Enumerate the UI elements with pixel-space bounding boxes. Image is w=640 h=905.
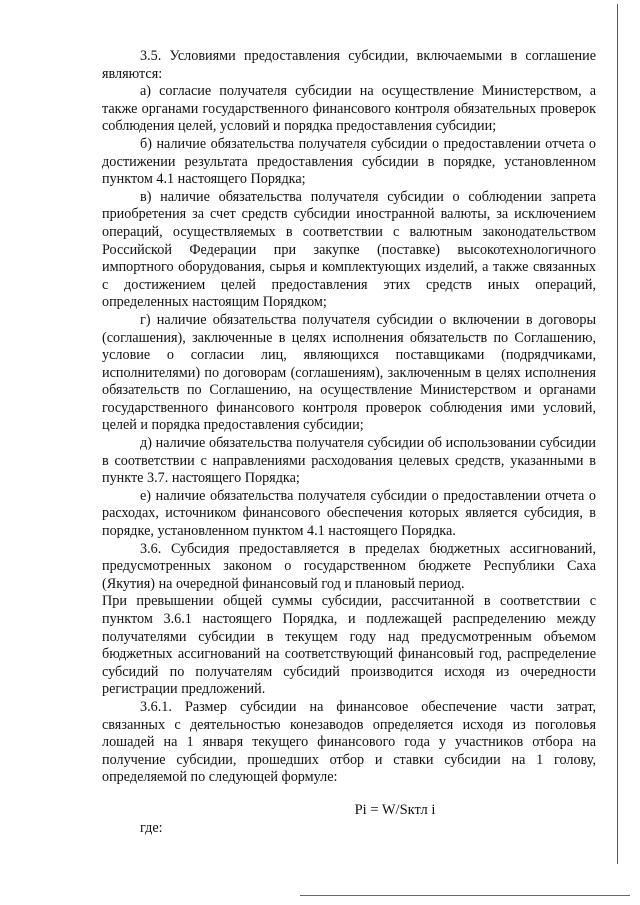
paragraph-item-b: б) наличие обязательства получателя субсидии о предоставлении отчета о достижении результата предоставления субсидии в порядке, установленном пунктом 4.1 настоящего Порядка; — [102, 135, 596, 188]
paragraph-3-5: 3.5. Условиями предоставления субсидии, включаемыми в соглашение являются: — [102, 48, 596, 82]
formula-where-label: где: — [140, 820, 163, 836]
paragraph-item-v: в) наличие обязательства получателя субсидии о соблюдении запрета приобретения за счет средств субсидии иностранной валюты, за исключением операций, осуществляемых в соответствии с валютным законодательством Российской Федерации при закупке (поставке) высокотехнологичного импортного оборудования, сырья и комплектующих изделий, а также связанных с достижением целей предоставления этих средств иных операций, определенных настоящим Порядком; — [102, 188, 596, 311]
paragraph-item-a: а) согласие получателя субсидии на осуществление Министерством, а также органами государственного финансового контроля обязательных проверок соблюдения целей, условий и порядка предоставления субсидии; — [102, 83, 596, 135]
document-body — [102, 48, 596, 787]
subsidy-formula: Pi = W/Sктл i — [354, 802, 436, 818]
paragraph-excess-distribution: При превышении общей суммы субсидии, рассчитанной в соответствии с пунктом 3.6.1 настоящего Порядка, и подлежащей распределению между получателями субсидии в текущем году над предусмотренным объемом бюджетных ассигнований на соответствующий финансовый год, распределение субсидий по получателям субсидий производится исходя из очередности регистрации предложений. — [102, 593, 596, 698]
paragraph-3-6-1: 3.6.1. Размер субсидии на финансовое обеспечение части затрат, связанных с деятельностью конезаводов определяется исходя из поголовья лошадей на 1 января текущего финансового года у участников отбора на получение субсидии, прошедших отбор и ставки субсидии на 1 голову, определяемой по следующей формуле: — [102, 698, 596, 786]
paragraph-item-d: д) наличие обязательства получателя субсидии об использовании субсидии в соответствии с направлениями расходования целевых средств, указанными в пункте 3.7. настоящего Порядка; — [102, 435, 596, 487]
scan-bottom-edge — [300, 895, 630, 896]
paragraph-3-6: 3.6. Субсидия предоставляется в пределах бюджетных ассигнований, предусмотренных законом о государственном бюджете Республики Саха (Якутия) на очередной финансовый год и плановый период. — [102, 540, 596, 592]
paragraph-item-e: е) наличие обязательства получателя субсидии о предоставлении отчета о расходах, источником финансового обеспечения которых является субсидия, в порядке, установленном пунктом 4.1 настоящего Порядка. — [102, 487, 596, 540]
scan-border-line — [617, 4, 618, 864]
paragraph-item-g: г) наличие обязательства получателя субсидии о включении в договоры (соглашения), заключенные в целях исполнения обязательств по Соглашению, условие о согласии лиц, являющихся поставщиками (подрядчиками, исполнителями) по договорам (соглашениям), заключенным в целях исполнения обязательств по Соглашению, на осуществление Министерством и органами государственного финансового контроля проверок соблюдения ими условий, целей и порядка предоставления субсидии; — [102, 311, 596, 434]
